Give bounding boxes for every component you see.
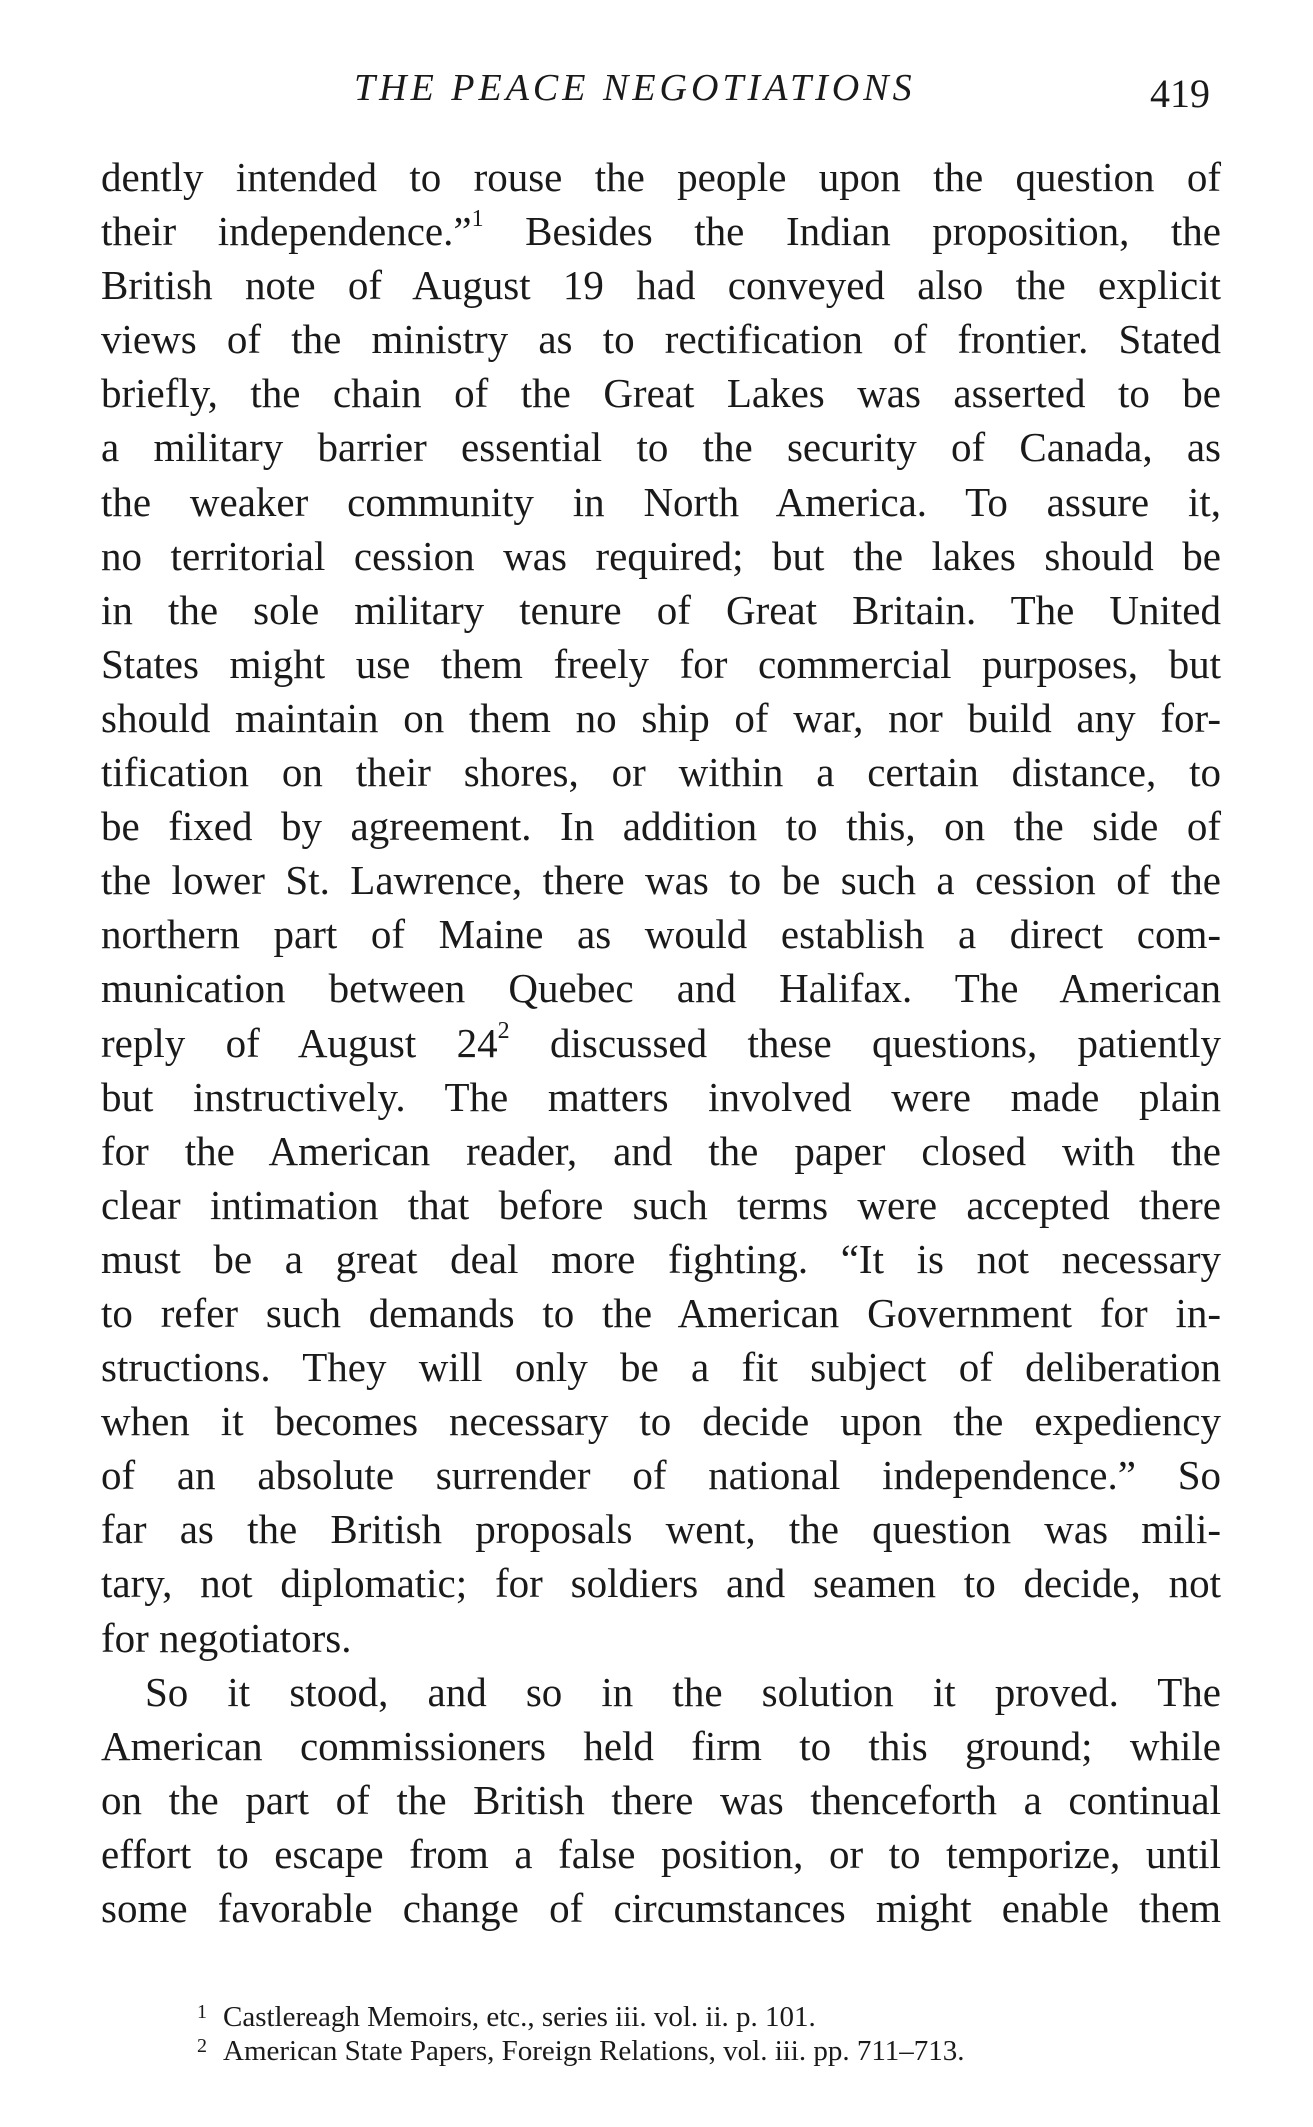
text-line: no territorial cession was required; but the lakes should be bbox=[101, 532, 1221, 579]
footnote-2 bbox=[197, 2034, 1197, 2068]
text-line: American commissioners held firm to this ground; while bbox=[101, 1722, 1221, 1769]
text-line: a military barrier essential to the security of Canada, as bbox=[101, 424, 1221, 471]
text-line: reply of August $24^2$ discussed these questions, patiently bbox=[101, 1017, 1221, 1066]
text-line: of an absolute surrender of national independence.” So bbox=[101, 1452, 1221, 1499]
text-line: on the part of the British there was thenceforth a continual bbox=[101, 1776, 1221, 1823]
footnote-mark: 1 bbox=[197, 2001, 207, 2023]
page-number: 419 bbox=[1150, 71, 1210, 116]
text-line: tification on their shores, or within a certain distance, to bbox=[101, 749, 1221, 796]
running-head-title: THE PEACE NEGOTIATIONS bbox=[354, 67, 916, 109]
text-line: for the American reader, and the paper closed with the bbox=[101, 1127, 1221, 1174]
footnote-ref-1: 1 bbox=[471, 206, 484, 233]
text-line: British note of August 19 had conveyed also the explicit bbox=[101, 262, 1221, 309]
text-line: effort to escape from a false position, or to temporize, until bbox=[101, 1830, 1221, 1877]
text-line: structions. They will only be a fit subject of deliberation bbox=[101, 1344, 1221, 1391]
text-line: be fixed by agreement. In addition to this, on the side of bbox=[101, 803, 1221, 850]
text-line: the lower St. Lawrence, there was to be such a cession of the bbox=[101, 857, 1221, 904]
text-line-paragraph-start: So it stood, and so in the solution it proved. The bbox=[145, 1668, 1221, 1715]
footnote-1 bbox=[197, 2000, 1197, 2034]
footnotes bbox=[197, 2000, 1197, 2068]
text-line: in the sole military tenure of Great Britain. The United bbox=[101, 586, 1221, 633]
text-line: their independence.”$^1$ Besides the Indian proposition, the bbox=[101, 206, 1222, 255]
text-line: tary, not diplomatic; for soldiers and seamen to decide, not bbox=[101, 1560, 1221, 1607]
footnote-text: Castlereagh Memoirs, etc., series iii. vol. ii. p. 101. bbox=[223, 2001, 816, 2033]
text-line: some favorable change of circumstances might enable them bbox=[101, 1885, 1221, 1931]
text-line: northern part of Maine as would establish a direct com- bbox=[101, 911, 1221, 958]
text-line: States might use them freely for commercial purposes, but bbox=[101, 640, 1221, 687]
text-line: clear intimation that before such terms were accepted there bbox=[101, 1181, 1221, 1228]
text-line: should maintain on them no ship of war, nor build any for- bbox=[101, 694, 1221, 741]
text-line: views of the ministry as to rectification of frontier. Stated bbox=[101, 316, 1221, 363]
text-line: briefly, the chain of the Great Lakes was asserted to be bbox=[101, 370, 1221, 417]
body-text bbox=[101, 150, 1221, 1935]
text-line-paragraph-end: for negotiators. bbox=[101, 1614, 352, 1661]
footnote-ref-2: 2 bbox=[497, 1017, 510, 1044]
footnote-text: American State Papers, Foreign Relations, vol. iii. pp. 711–713. bbox=[223, 2035, 965, 2067]
text-line: must be a great deal more fighting. “It is not necessary bbox=[101, 1235, 1221, 1282]
text-line: far as the British proposals went, the question was mili- bbox=[101, 1506, 1221, 1553]
text-line: but instructively. The matters involved were made plain bbox=[101, 1073, 1221, 1120]
text-line: munication between Quebec and Halifax. The American bbox=[101, 965, 1221, 1012]
footnote-mark: 2 bbox=[197, 2035, 207, 2057]
text-line: to refer such demands to the American Government for in- bbox=[101, 1289, 1221, 1336]
text-line: when it becomes necessary to decide upon the expediency bbox=[101, 1398, 1221, 1445]
text-line: dently intended to rouse the people upon the question of bbox=[101, 154, 1221, 200]
text-line: the weaker community in North America. To assure it, bbox=[101, 478, 1221, 525]
